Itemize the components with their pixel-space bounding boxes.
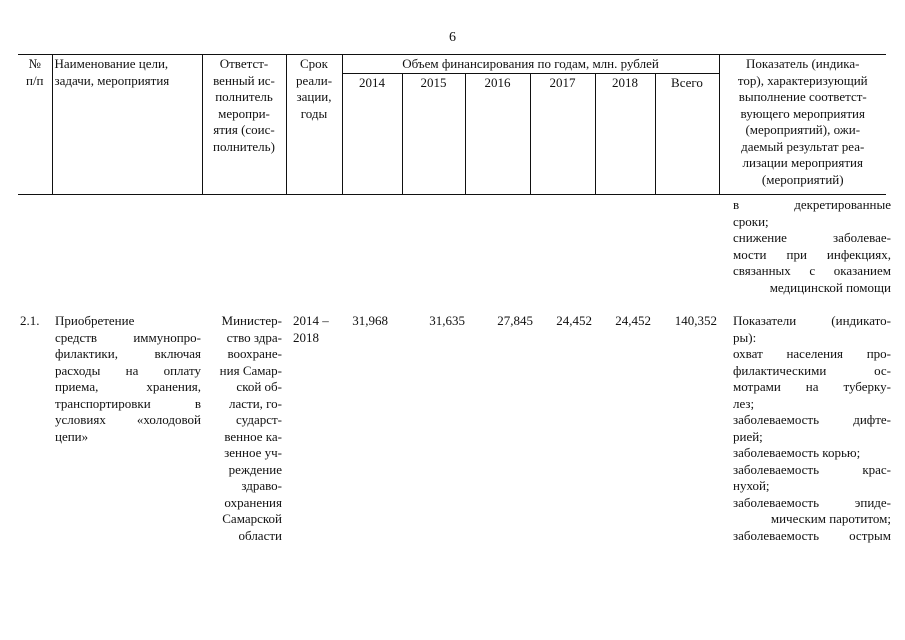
header-year: 2017 <box>530 73 595 194</box>
indicator-line: ры): <box>733 329 757 345</box>
executor-line: Самарской <box>222 511 282 526</box>
header-line: зации, <box>296 89 332 104</box>
indicator-line: заболеваемость крас- <box>733 461 891 477</box>
header-funding-title: Объем финансирования по годам, млн. рублей <box>342 55 719 74</box>
name-line: приема, хранения, <box>55 379 201 394</box>
funding-value: 24,452 <box>615 313 651 328</box>
row-number: 2.1. <box>20 313 40 328</box>
continuation-line: медицинской помощи <box>769 279 891 295</box>
header-line: годы <box>300 105 328 121</box>
executor-line: зенное уч- <box>224 445 282 460</box>
header-line: ятия (соис- <box>213 122 275 137</box>
indicator-line: охват населения про- <box>733 346 891 361</box>
executor-line: воохране- <box>227 346 282 361</box>
name-line: филактики, включая <box>55 346 201 361</box>
header-year: 2018 <box>595 73 655 194</box>
header-line: тор), характеризующий <box>737 72 868 88</box>
indicator-line: нухой; <box>733 478 770 493</box>
indicator-line: мотрами на туберку- <box>733 379 891 394</box>
indicator-line: заболеваемость корью; <box>733 445 861 460</box>
header-line: меропри- <box>218 105 270 121</box>
header-line: задачи, мероприятия <box>54 72 170 88</box>
continuation-line: связанных с оказанием <box>733 263 891 278</box>
executor-line: ния Самар- <box>219 362 282 378</box>
executor-line: венное ка- <box>224 428 282 444</box>
header-line: Наименование цели, <box>54 56 169 71</box>
executor-line: ской об- <box>236 379 282 394</box>
continuation-line: в декретированные <box>733 197 891 212</box>
header-name <box>52 55 202 195</box>
term-line: 2014 – <box>293 313 329 328</box>
term-line: 2018 <box>293 329 319 345</box>
name-line: транспортировки в <box>55 395 201 411</box>
name-line: средств иммунопро- <box>55 329 201 345</box>
row-indicator <box>733 313 891 544</box>
row-name <box>55 313 201 445</box>
funding-value: 24,452 <box>556 313 592 328</box>
indicator-line: рией; <box>733 428 763 444</box>
funding-value: 27,845 <box>497 313 533 328</box>
continuation-line: мости при инфекциях, <box>733 246 891 262</box>
header-line: венный ис- <box>213 72 275 88</box>
page-number: 6 <box>449 30 456 45</box>
executor-line: ласти, го- <box>228 395 282 411</box>
executor-line: реждение <box>228 461 282 477</box>
name-line: расходы на оплату <box>55 362 201 378</box>
header-line: вующего мероприятия <box>740 105 865 121</box>
continuation-line: сроки; <box>733 213 769 229</box>
name-line: условиях «холодовой <box>55 412 201 427</box>
header-year: Всего <box>655 73 719 194</box>
row-executor <box>206 313 282 544</box>
header-line: (мероприятий), ожи- <box>745 122 861 137</box>
header-line: выполнение соответст- <box>738 89 867 104</box>
header-year: 2016 <box>465 73 530 194</box>
executor-line: ство здра- <box>226 329 282 345</box>
funding-value: 31,635 <box>429 313 465 328</box>
header-year: 2014 <box>342 73 402 194</box>
header-year: 2015 <box>402 73 465 194</box>
table-header <box>18 54 886 195</box>
name-line: Приобретение <box>55 313 135 328</box>
header-line: полнитель <box>215 89 273 104</box>
header-num: № п/п <box>18 55 52 195</box>
continuation-line: снижение заболевае- <box>733 230 891 245</box>
executor-line: охранения <box>224 494 282 510</box>
header-term <box>286 55 342 195</box>
header-line: (мероприятий) <box>761 171 844 187</box>
header-line: Ответст- <box>219 56 269 71</box>
header-line: даемый результат реа- <box>741 138 865 154</box>
indicator-line: мическим паротитом; <box>770 511 891 526</box>
name-line: цепи» <box>55 428 89 444</box>
funding-value: 140,352 <box>674 313 717 328</box>
indicator-line: заболеваемость острым <box>733 527 891 543</box>
indicator-line: заболеваемость эпиде- <box>733 494 891 510</box>
indicator-line: лез; <box>733 395 755 411</box>
header-executor <box>202 55 286 195</box>
header-line: Показатель (индика- <box>746 56 860 71</box>
executor-line: здраво- <box>241 478 282 493</box>
executor-line: Министер- <box>221 313 282 328</box>
executor-line: области <box>238 527 282 543</box>
indicator-line: заболеваемость дифте- <box>733 412 891 427</box>
header-line: Срок <box>300 56 328 71</box>
indicator-line: филактическими ос- <box>733 362 891 378</box>
header-line: полнитель) <box>213 138 275 154</box>
executor-line: сударст- <box>236 412 282 427</box>
header-line: реали- <box>295 72 333 88</box>
header-indicator <box>719 55 886 195</box>
funding-value: 31,968 <box>352 313 388 328</box>
indicator-line: Показатели (индикато- <box>733 313 891 328</box>
continuation-text <box>733 197 891 296</box>
header-line: лизации мероприятия <box>742 155 863 170</box>
row-term <box>293 313 329 346</box>
